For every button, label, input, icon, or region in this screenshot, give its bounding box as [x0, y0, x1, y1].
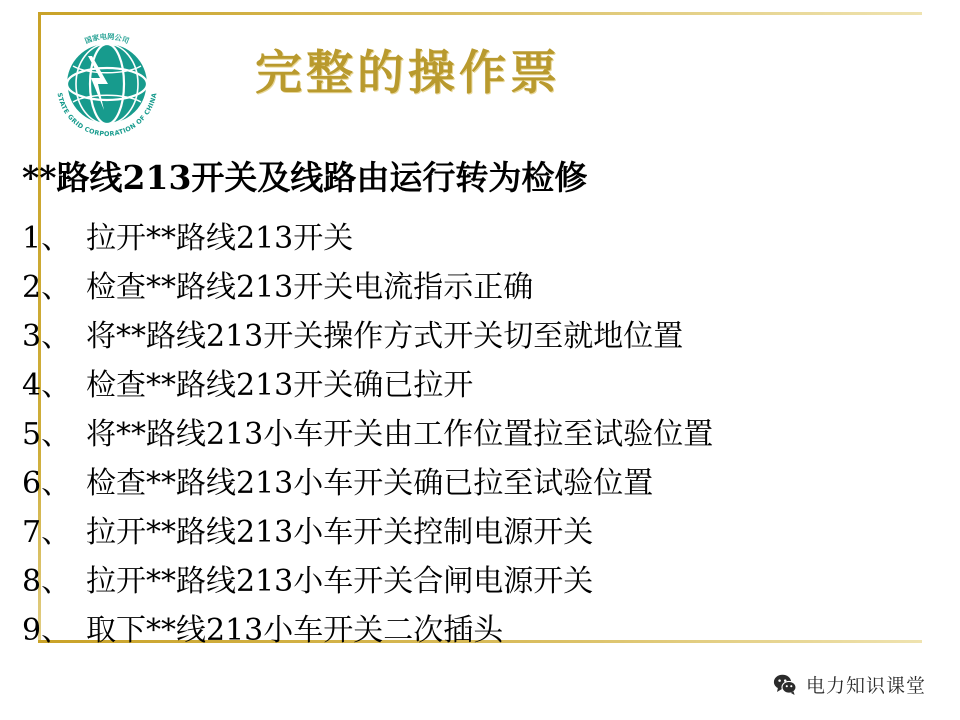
- list-item: [22, 410, 942, 459]
- footer-watermark: [772, 671, 926, 698]
- step-number: 7、: [22, 515, 72, 550]
- list-item: [22, 263, 942, 312]
- step-text: 取下**线213小车开关二次插头: [86, 613, 504, 648]
- svg-text:STATE GRID CORPORATION OF CHIN: STATE GRID CORPORATION OF CHINA: [55, 92, 159, 138]
- operation-ticket-heading: **路线213开关及线路由运行转为检修: [22, 158, 588, 197]
- top-gold-divider: [38, 12, 922, 15]
- page-title: 完整的操作票: [255, 46, 561, 101]
- step-number: 2、: [22, 270, 72, 305]
- step-text: 拉开**路线213小车开关控制电源开关: [86, 515, 594, 550]
- list-item: [22, 214, 942, 263]
- operation-steps-list: [22, 214, 942, 655]
- step-text: 检查**路线213小车开关确已拉至试验位置: [86, 466, 654, 501]
- list-item: [22, 606, 942, 655]
- list-item: [22, 361, 942, 410]
- list-item: [22, 312, 942, 361]
- list-item: [22, 508, 942, 557]
- step-text: 拉开**路线213开关: [86, 221, 354, 256]
- step-text: 检查**路线213开关确已拉开: [86, 368, 474, 403]
- list-item: [22, 557, 942, 606]
- step-text: 拉开**路线213小车开关合闸电源开关: [86, 564, 594, 599]
- step-number: 6、: [22, 466, 72, 501]
- step-number: 8、: [22, 564, 72, 599]
- step-number: 9、: [22, 613, 72, 648]
- wechat-icon: [772, 672, 798, 698]
- step-number: 4、: [22, 368, 72, 403]
- step-number: 5、: [22, 417, 72, 452]
- svg-text:国家电网公司: 国家电网公司: [83, 31, 131, 46]
- step-number: 1、: [22, 221, 72, 256]
- step-text: 检查**路线213开关电流指示正确: [86, 270, 534, 305]
- step-text: 将**路线213小车开关由工作位置拉至试验位置: [86, 417, 714, 452]
- state-grid-logo: [48, 26, 166, 138]
- footer-label: 电力知识课堂: [805, 676, 926, 697]
- step-number: 3、: [22, 319, 72, 354]
- step-text: 将**路线213开关操作方式开关切至就地位置: [86, 319, 684, 354]
- list-item: [22, 459, 942, 508]
